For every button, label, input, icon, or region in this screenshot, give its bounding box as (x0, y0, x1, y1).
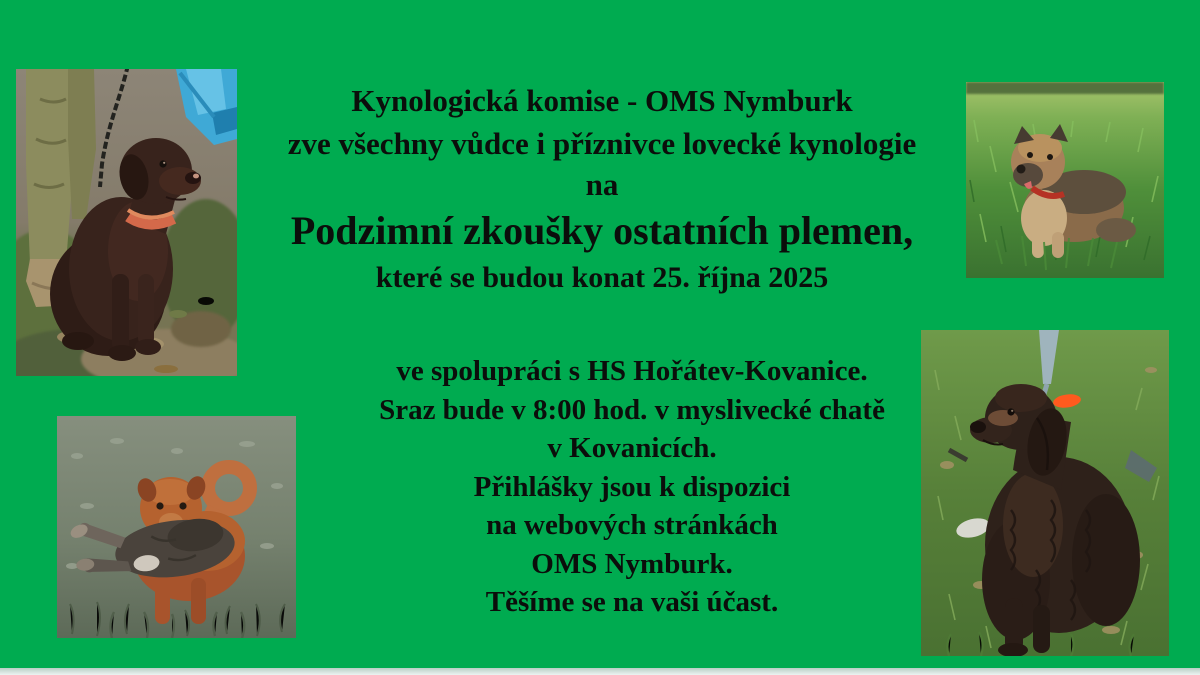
na-line: na (585, 167, 619, 202)
header-text-block (0, 79, 1200, 299)
detail-line-closing: Těšíme se na vaši účast. (485, 586, 779, 618)
detail-line-cooperation: ve spolupráci s HS Hořátev-Kovanice. (396, 355, 868, 387)
detail-line-applications: Přihlášky jsou k dispozici (473, 470, 791, 503)
detail-line-location: v Kovanicích. (547, 432, 717, 464)
org-line: Kynologická komise - OMS Nymburk (351, 83, 853, 118)
event-title: Podzimní zkoušky ostatních plemen, (290, 208, 914, 253)
invite-line: zve všechny vůdce i příznivce lovecké kynologie (287, 126, 917, 161)
detail-line-oms: OMS Nymburk. (531, 547, 733, 580)
detail-line-website: na webových stránkách (486, 509, 778, 541)
detail-line-meeting-time: Sraz bude v 8:00 hod. v myslivecké chatě (379, 393, 885, 426)
details-text-block (60, 352, 1200, 622)
bottom-edge-strip (0, 668, 1200, 675)
date-line: které se budou konat 25. října 2025 (375, 261, 829, 294)
